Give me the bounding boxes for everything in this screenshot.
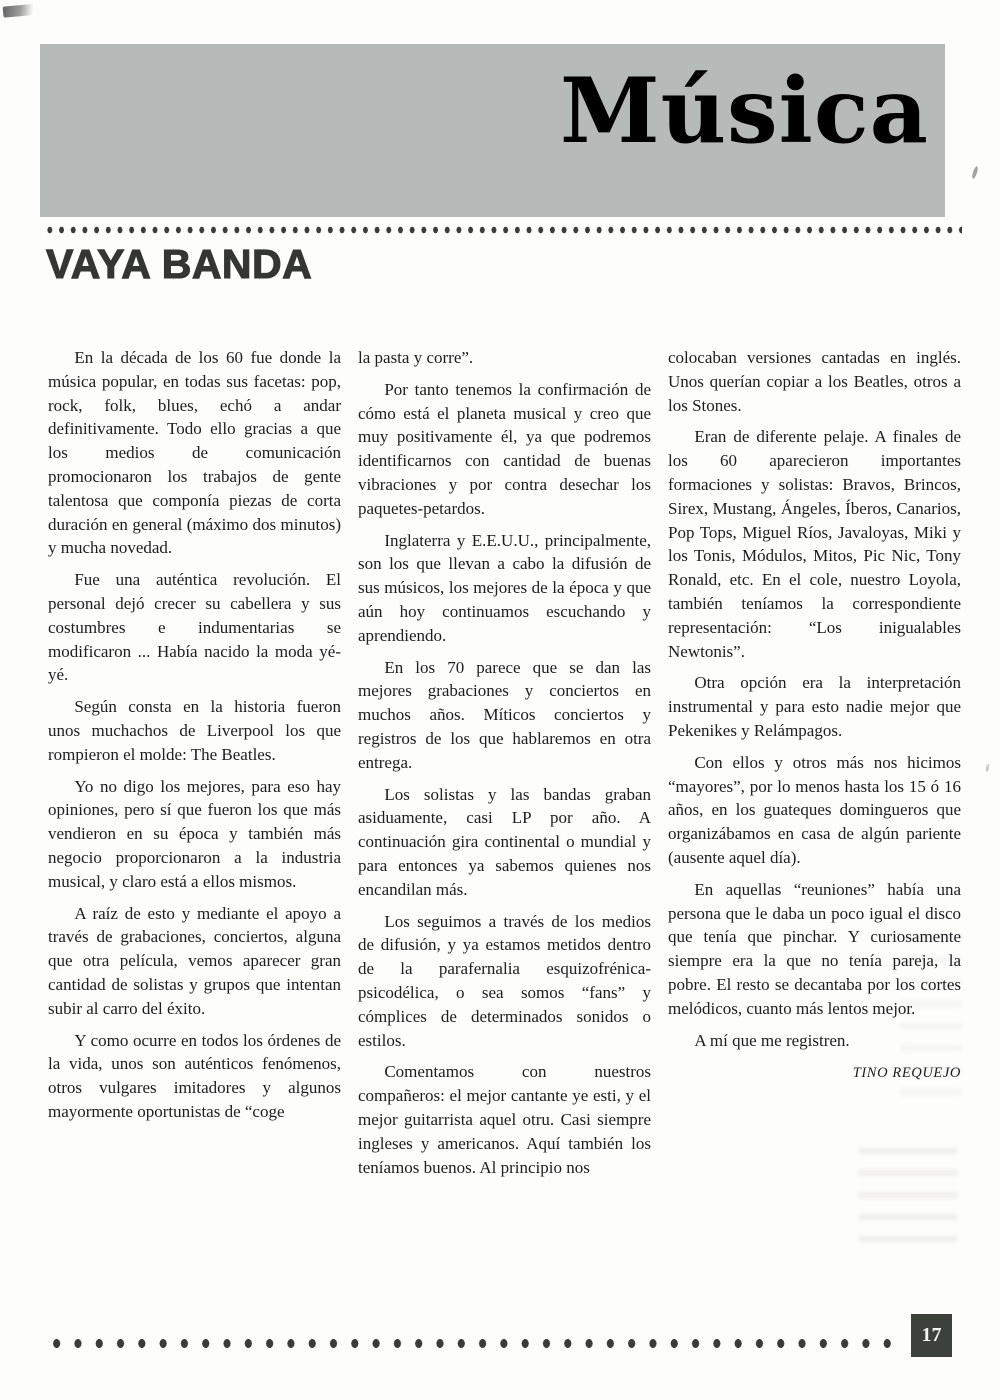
section-banner xyxy=(40,44,945,217)
article-column xyxy=(668,346,961,1187)
paragraph: Los solistas y las bandas graban asiduamente, casi LP por año. A continuación gira continental o mundial y para entonces ya sabemos quienes nos encandilan más. xyxy=(358,784,651,899)
paragraph: Y como ocurre en todos los órdenes de la vida, unos son auténticos fenómenos, otros vulgares imitadores y algunos mayormente oportunistas de “coge xyxy=(48,1030,341,1121)
scan-artifact-mark-small xyxy=(985,764,990,772)
paragraph: Otra opción era la interpretación instrumental y para esto nadie mejor que Pekenikes y Relámpagos. xyxy=(668,673,961,740)
paragraph: Por tanto tenemos la confirmación de cómo está el planeta musical y creo que muy positivamente él, ya que podremos identificarnos con cantidad de buenas vibraciones y por contra desechar los paquetes-petardos. xyxy=(358,379,651,518)
paragraph: Comentamos con nuestros compañeros: el mejor cantante ye esti, y el mejor guitarrista aquel otru. Casi siempre ingleses y americanos. Aquí también los teníamos buenos. Al principio nos xyxy=(358,1062,651,1177)
paragraph: A raíz de esto y mediante el apoyo a través de grabaciones, conciertos, alguna que otra película, vemos aparecer gran cantidad de solistas y grupos que intentan subir al carro del éxito. xyxy=(48,903,341,1018)
article-columns xyxy=(48,346,961,1187)
paragraph: Fue una auténtica revolución. El personal dejó crecer su cabellera y sus costumbres e indumentarias se modificaron ... Había nacido la moda yé-yé. xyxy=(48,570,341,685)
article-title: VAYA BANDA xyxy=(46,241,313,287)
paragraph: Yo no digo los mejores, para eso hay opiniones, pero sí que fueron los que más vendieron en su época y también más negocio proporcionaron a la industria musical, y claro está a ellos mismos. xyxy=(48,776,341,891)
paragraph: Los seguimos a través de los medios de difusión, y ya estamos metidos dentro de la parafernalia esquizofrénica-psicodélica, o sea somos “fans” y cómplices de determinados sonidos o estilos. xyxy=(358,911,651,1050)
paragraph: En aquellas “reuniones” había una persona que le daba un poco igual el disco que tenía que pinchar. Y curiosamente siempre era la que no tenía pareja, la pobre. El resto se decantaba por los cortes melódicos, cuanto más lentos mejor. xyxy=(668,879,961,1018)
article-column xyxy=(48,346,341,1187)
scan-artifact-corner xyxy=(3,3,42,17)
byline: TINO REQUEJO xyxy=(852,1065,961,1082)
top-dotted-divider xyxy=(44,223,962,237)
section-title: Música xyxy=(559,58,929,164)
paragraph: Según consta en la historia fueron unos muchachos de Liverpool los que rompieron el molde: The Beatles. xyxy=(48,697,341,764)
paragraph: colocaban versiones cantadas en inglés. Unos querían copiar a los Beatles, otros a los Stones. xyxy=(668,348,961,415)
paragraph: En los 70 parece que se dan las mejores grabaciones y conciertos en muchos años. Míticos conciertos y registros de los que hablaremos en otra entrega. xyxy=(358,657,651,772)
paragraph: la pasta y corre”. xyxy=(358,348,474,367)
page-number-badge: 17 xyxy=(911,1314,952,1357)
article-column xyxy=(358,346,651,1187)
paragraph: Con ellos y otros más nos hicimos “mayores”, por lo menos hasta los 15 ó 16 años, en los guateques domingueros que organizábamos en casa de algún pariente (ausente aquel día). xyxy=(668,752,961,867)
paragraph: Eran de diferente pelaje. A finales de los 60 aparecieron importantes formaciones y solistas: Bravos, Brincos, Sirex, Mustang, Ángeles, Íberos, Canarios, Pop Tops, Miguel Ríos, Javaloyas, Miki y los Tonis, Módulos, Mitos, Pic Nic, Tony Ronald, etc. En el cole, nuestro Loyola, también teníamos la correspondiente representación: “Los inigualables Newtonis”. xyxy=(668,427,961,661)
scan-artifact-mark xyxy=(971,166,979,180)
paragraph: A mí que me registren. xyxy=(694,1030,850,1050)
paragraph: Inglaterra y E.E.U.U., principalmente, son los que llevan a cabo la difusión de sus músicos, los mejores de la época y que aún hoy continuamos escuchando y aprendiendo. xyxy=(358,530,651,645)
paragraph: En la década de los 60 fue donde la música popular, en todas sus facetas: pop, rock, folk, blues, echó a andar definitivamente. Todo ello gracias a que los medios de comunicación promocionaron los trabajos de gente talentosa que componía piezas de corta duración en general (máximo dos minutos) y mucha novedad. xyxy=(48,348,341,558)
bottom-dotted-divider xyxy=(46,1336,898,1351)
